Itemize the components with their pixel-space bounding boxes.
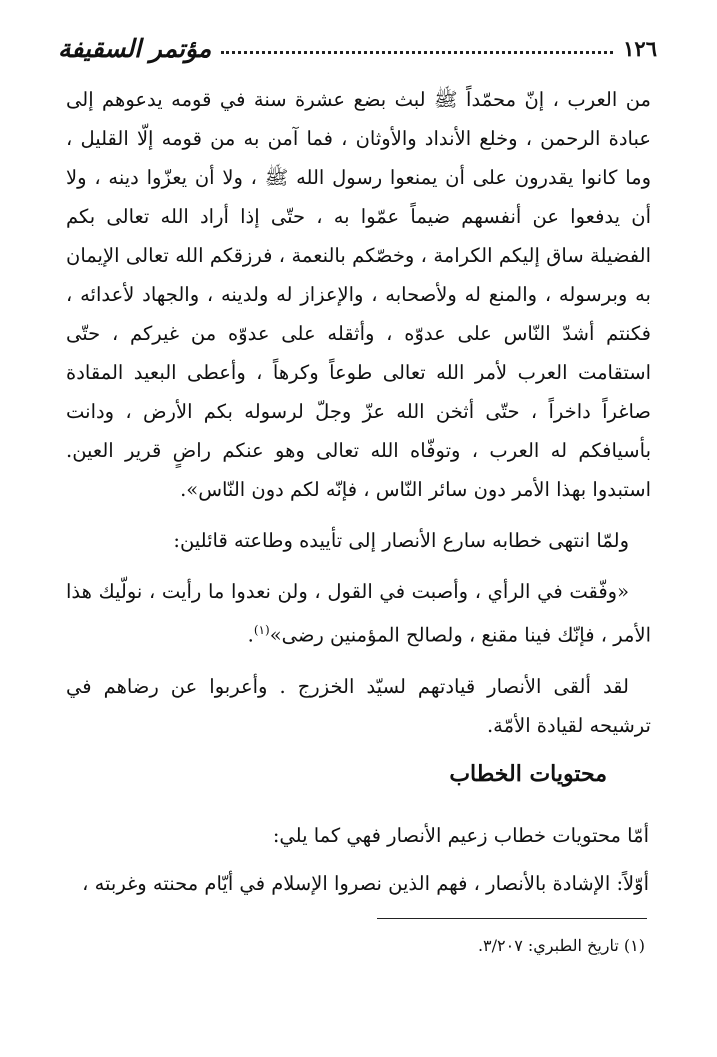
paragraph-ansar-quote: «وفّقت في الرأي ، وأصبت في القول ، ولن نعدوا ما رأيت ، نولّيك هذا الأمر ، فإنّك فينا مقنع ، ولصالح المؤمنين رضى»$^{(١)}$. — [66, 580, 651, 647]
main-text — [66, 80, 651, 745]
footnote-separator — [377, 918, 647, 919]
paragraph-ansar-response: ولمّا انتهى خطابه سارع الأنصار إلى تأييده وطاعته قائلين: — [173, 529, 629, 552]
book-title: مؤتمر السقيفة — [58, 33, 212, 63]
paragraph-contents-intro: أمّا محتويات خطاب زعيم الأنصار فهي كما يلي: — [272, 824, 649, 847]
footnote: (١) تاريخ الطبري: ٣/٢٠٧. — [477, 936, 645, 955]
section-heading: محتويات الخطاب — [449, 761, 607, 787]
ansar-quote-text: «وفّقت في الرأي ، وأصبت في القول ، ولن نعدوا ما رأيت ، نولّيك هذا الأمر ، فإنّك فينا مقنع ، ولصالح المؤمنين رضى» — [66, 580, 651, 647]
footnote-reference: (١) — [253, 623, 270, 637]
lower-text — [66, 812, 649, 908]
page-number: ١٢٦ — [623, 35, 657, 61]
page-header — [58, 28, 657, 68]
paragraph-speech-continuation: من العرب ، إنّ محمّداً ﷺ لبث بضع عشرة سنة في قومه يدعوهم إلى عبادة الرحمن ، وخلع الأنداد والأوثان ، فما آمن به من قومه إلّا القليل ، وما كانوا يقدرون على أن يمنعوا رسول الله ﷺ ، ولا أن يعزّوا دينه ، ولا أن يدفعوا عن أنفسهم ضيماً عمّوا به ، حتّى إذا أراد الله تعالى بكم الفضيلة ساق إليكم الكرامة ، وخصّكم بالنعمة ، فرزقكم الله تعالى الإيمان به وبرسوله ، والمنع له ولأصحابه ، والإعزاز له ولدينه ، والجهاد لأعدائه ، فكنتم أشدّ النّاس على عدوّه ، وأثقله على عدوّه من غيركم ، حتّى استقامت العرب لأمر الله تعالى طوعاً وكرهاً ، وأعطى البعيد المقادة صاغراً داخراً ، حتّى أثخن الله عزّ وجلّ لرسوله بكم الأرض ، ودانت بأسيافكم له العرب ، وتوفّاه الله تعالى وهو عنكم راضٍ قرير العين. استبدوا بهذا الأمر دون سائر النّاس ، فإنّه لكم دون النّاس». — [66, 88, 651, 501]
paragraph-leadership: لقد ألقى الأنصار قيادتهم لسيّد الخزرج . وأعربوا عن رضاهم في ترشيحه لقيادة الأمّة. — [66, 674, 651, 737]
header-dotted-leader — [221, 51, 613, 54]
paragraph-first-point: أوّلاً: الإشادة بالأنصار ، فهم الذين نصروا الإسلام في أيّام محنته وغربته ، — [82, 872, 649, 895]
